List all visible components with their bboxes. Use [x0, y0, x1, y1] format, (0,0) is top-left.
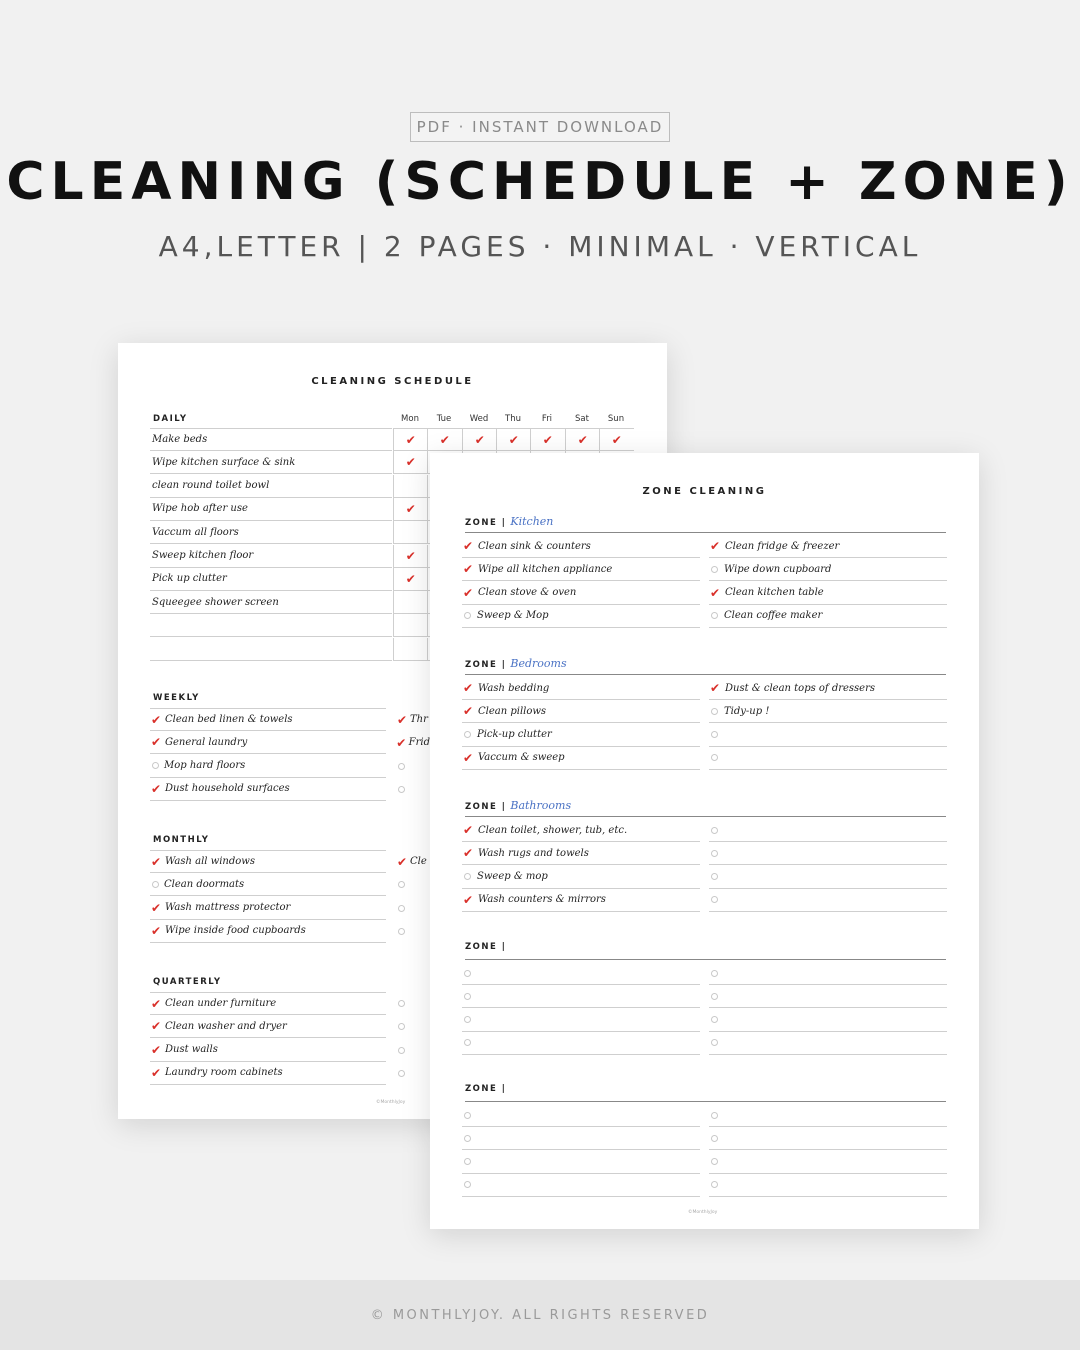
zone-task-row [709, 677, 947, 700]
zone-label: ZONE | [465, 518, 507, 528]
empty-checkbox-icon[interactable] [464, 1135, 471, 1142]
checkmark-icon[interactable]: ✔ [462, 750, 474, 765]
daily-row [150, 498, 392, 521]
daily-check-cell[interactable] [393, 498, 428, 521]
quarterly-item [150, 1015, 386, 1038]
zone-task-row [462, 677, 700, 700]
daily-check-cell[interactable] [530, 428, 565, 451]
daily-task: Make beds [152, 434, 208, 445]
quarterly-label: QUARTERLY [153, 977, 222, 987]
checkmark-icon[interactable]: ✔ [396, 712, 408, 727]
checkmark-icon[interactable]: ✔ [150, 781, 162, 796]
monthly-item [150, 920, 386, 943]
checkmark-icon: ✔ [508, 432, 519, 447]
empty-checkbox-icon[interactable] [398, 881, 405, 888]
empty-checkbox-icon[interactable] [464, 1181, 471, 1188]
empty-checkbox-icon[interactable] [711, 1181, 718, 1188]
empty-checkbox-icon[interactable] [711, 612, 718, 619]
monthly-item-right [396, 873, 430, 896]
zone-task: Clean fridge & freezer [725, 540, 840, 552]
checkmark-icon[interactable]: ✔ [462, 539, 474, 553]
checkmark-icon[interactable]: ✔ [150, 900, 162, 915]
weekly-item-right [396, 778, 430, 801]
day-header: Tue [436, 414, 452, 424]
zone-task-row [709, 582, 947, 605]
monthly-task: Clean doormats [164, 878, 245, 890]
schedule-title: CLEANING SCHEDULE [311, 376, 474, 387]
empty-checkbox-icon[interactable] [711, 1039, 718, 1046]
daily-task: Wipe hob after use [152, 503, 248, 515]
quarterly-item-right [396, 1039, 430, 1062]
zone-task-row [709, 1032, 947, 1055]
zone-task: Sweep & mop [477, 871, 548, 883]
day-header: Thu [505, 414, 521, 424]
checkmark-icon[interactable]: ✔ [462, 681, 474, 695]
quarterly-item [150, 1062, 386, 1085]
weekly-label: WEEKLY [153, 693, 200, 703]
checkmark-icon[interactable]: ✔ [396, 735, 407, 750]
zone-task-row [709, 700, 947, 723]
zone-task: Wash counters & mirrors [478, 894, 606, 906]
empty-checkbox-icon[interactable] [464, 1158, 471, 1165]
zone-task-row [462, 1127, 700, 1150]
empty-checkbox-icon[interactable] [711, 1112, 718, 1119]
daily-task: Squeegee shower screen [152, 596, 279, 608]
weekly-item [150, 708, 386, 731]
monthly-task: Wash all windows [165, 856, 255, 867]
quarterly-item-right [396, 1015, 430, 1038]
zone-name[interactable]: Bathrooms [510, 799, 572, 812]
empty-checkbox-icon[interactable] [398, 1023, 405, 1030]
empty-checkbox-icon[interactable] [711, 993, 718, 1000]
empty-checkbox-icon[interactable] [398, 905, 405, 912]
checkmark-icon[interactable]: ✔ [462, 892, 474, 907]
zone-label: ZONE | [465, 660, 507, 670]
zone-task-row [709, 1151, 947, 1174]
daily-check-cell[interactable] [393, 521, 428, 544]
zone-title: ZONE CLEANING [642, 486, 767, 497]
empty-checkbox-icon[interactable] [711, 754, 718, 761]
zone-name[interactable]: Bedrooms [510, 657, 567, 670]
weekly-task: Mop hard floors [164, 760, 246, 772]
daily-check-cell[interactable] [393, 568, 428, 591]
empty-checkbox-icon[interactable] [711, 731, 718, 738]
schedule-copyright: ©MonthlyJoy [376, 1100, 406, 1105]
daily-check-cell[interactable] [462, 428, 497, 451]
zone-task-row [709, 1104, 947, 1127]
zone-task-row [462, 1174, 700, 1197]
weekly-task: Dust household surfaces [165, 783, 290, 795]
empty-checkbox-icon[interactable] [152, 881, 159, 888]
weekly-item [150, 731, 386, 754]
weekly-item-right [396, 755, 430, 778]
product-subtitle: A4,LETTER | 2 PAGES · MINIMAL · VERTICAL [158, 230, 922, 263]
empty-checkbox-icon[interactable] [711, 850, 718, 857]
zone-task-row [462, 724, 700, 747]
zone-task-row [709, 747, 947, 770]
daily-task: Sweep kitchen floor [152, 550, 254, 561]
quarterly-task: Clean washer and dryer [165, 1020, 287, 1032]
checkmark-icon[interactable]: ✔ [462, 585, 474, 600]
empty-checkbox-icon[interactable] [711, 1016, 718, 1023]
zone-header [465, 1084, 946, 1102]
checkmark-icon[interactable]: ✔ [150, 1042, 162, 1057]
daily-row [150, 614, 392, 637]
checkmark-icon[interactable]: ✔ [462, 562, 474, 577]
zone-task: Clean toilet, shower, tub, etc. [478, 824, 628, 836]
empty-checkbox-icon[interactable] [711, 566, 718, 573]
checkmark-icon[interactable]: ✔ [150, 712, 162, 727]
zone-task-row [709, 558, 947, 581]
zone-copyright: ©MonthlyJoy [688, 1210, 718, 1215]
quarterly-item-right [396, 1062, 430, 1085]
zone-task-row [462, 605, 700, 628]
zone-label: ZONE | [465, 802, 507, 812]
empty-checkbox-icon[interactable] [464, 1112, 471, 1119]
monthly-item-right [396, 897, 430, 920]
monthly-task: Wipe inside food cupboards [165, 925, 306, 937]
daily-check-cell[interactable] [393, 428, 428, 451]
zone-task-row [462, 1104, 700, 1127]
zone-task: Clean stove & oven [478, 587, 577, 599]
empty-checkbox-icon[interactable] [398, 1047, 405, 1054]
daily-check-cell[interactable] [599, 428, 634, 451]
daily-check-cell[interactable] [496, 428, 531, 451]
monthly-item [150, 850, 386, 873]
empty-checkbox-icon[interactable] [711, 873, 718, 880]
zone-task-row [709, 724, 947, 747]
checkmark-icon[interactable]: ✔ [150, 1019, 162, 1034]
zone-task-row [709, 1174, 947, 1197]
zone-task: Clean sink & counters [478, 540, 591, 552]
daily-check-cell[interactable] [565, 428, 600, 451]
empty-checkbox-icon[interactable] [711, 827, 718, 834]
zone-task-row [709, 1127, 947, 1150]
zone-task-row [462, 819, 700, 842]
zone-task-row [462, 842, 700, 865]
empty-checkbox-icon[interactable] [398, 1000, 405, 1007]
checkmark-icon[interactable]: ✔ [462, 846, 474, 861]
zone-task-row [462, 962, 700, 985]
checkmark-icon[interactable]: ✔ [709, 585, 721, 600]
daily-check-cell[interactable] [393, 475, 428, 498]
zone-task: Clean coffee maker [724, 610, 823, 622]
checkmark-icon: ✔ [611, 432, 622, 447]
zone-task: Clean kitchen table [725, 587, 824, 599]
zone-task-row [462, 582, 700, 605]
checkmark-icon: ✔ [405, 455, 416, 470]
zone-task: Clean pillows [478, 705, 547, 717]
zone-task: Wash bedding [478, 682, 550, 694]
empty-checkbox-icon[interactable] [398, 928, 405, 935]
day-header: Sun [607, 414, 625, 424]
checkmark-icon[interactable]: ✔ [462, 704, 474, 719]
monthly-item [150, 897, 386, 920]
daily-check-cell[interactable] [393, 545, 428, 568]
zone-header [465, 515, 946, 533]
checkmark-icon: ✔ [405, 501, 416, 516]
zone-task-row [709, 889, 947, 912]
zone-label: ZONE | [465, 1084, 507, 1094]
empty-checkbox-icon[interactable] [398, 786, 405, 793]
empty-checkbox-icon[interactable] [464, 993, 471, 1000]
daily-row [150, 428, 392, 451]
checkmark-icon[interactable]: ✔ [709, 681, 721, 695]
zone-task-row [709, 535, 947, 558]
daily-row [150, 591, 392, 614]
empty-checkbox-icon[interactable] [711, 1158, 718, 1165]
daily-check-cell[interactable] [393, 451, 428, 474]
zone-task-row [709, 866, 947, 889]
checkmark-icon[interactable]: ✔ [396, 854, 408, 869]
checkmark-icon[interactable]: ✔ [709, 539, 721, 553]
daily-check-cell[interactable] [393, 614, 428, 637]
quarterly-task: Clean under furniture [165, 998, 277, 1009]
monthly-task: Wash mattress protector [165, 902, 291, 914]
zone-task-row [462, 1009, 700, 1032]
zone-task-row [709, 962, 947, 985]
product-title: CLEANING (SCHEDULE + ZONE) [6, 152, 1074, 212]
weekly-task-right: Frid [408, 737, 430, 749]
weekly-task: Clean bed linen & towels [165, 714, 293, 725]
daily-task: Pick up clutter [152, 573, 227, 585]
checkmark-icon[interactable]: ✔ [150, 923, 162, 938]
zone-task-row [709, 819, 947, 842]
empty-checkbox-icon[interactable] [398, 1070, 405, 1077]
checkmark-icon: ✔ [474, 432, 485, 447]
daily-task: Vaccum all floors [152, 526, 239, 538]
empty-checkbox-icon[interactable] [464, 612, 471, 619]
quarterly-item [150, 992, 386, 1015]
zone-label: ZONE | [465, 942, 507, 952]
checkmark-icon[interactable]: ✔ [150, 996, 162, 1011]
empty-checkbox-icon[interactable] [711, 1135, 718, 1142]
quarterly-task: Laundry room cabinets [165, 1067, 283, 1079]
empty-checkbox-icon[interactable] [711, 970, 718, 977]
zone-header [465, 799, 946, 817]
quarterly-task: Dust walls [165, 1044, 218, 1056]
daily-check-cell[interactable] [393, 591, 428, 614]
zone-task-row [709, 842, 947, 865]
zone-cleaning-page [430, 453, 979, 1229]
daily-task: Wipe kitchen surface & sink [152, 456, 296, 468]
zone-task: Pick-up clutter [477, 729, 552, 741]
day-header: Sat [575, 414, 589, 424]
checkmark-icon[interactable]: ✔ [150, 735, 162, 750]
monthly-task-right: Cle [410, 856, 427, 867]
zone-task-row [462, 747, 700, 770]
zone-task-row [709, 985, 947, 1008]
daily-row [150, 451, 392, 474]
zone-task-row [462, 1032, 700, 1055]
daily-row [150, 638, 392, 661]
zone-task-row [462, 985, 700, 1008]
zone-task-row [709, 1009, 947, 1032]
zone-task: Wipe all kitchen appliance [478, 563, 613, 575]
zone-header [465, 657, 946, 675]
empty-checkbox-icon[interactable] [464, 1039, 471, 1046]
daily-row [150, 521, 392, 544]
daily-check-cell[interactable] [427, 428, 462, 451]
empty-checkbox-icon[interactable] [464, 1016, 471, 1023]
zone-header [465, 942, 946, 960]
empty-checkbox-icon[interactable] [711, 896, 718, 903]
checkmark-icon: ✔ [439, 432, 450, 447]
monthly-item-right [396, 920, 430, 943]
zone-task-row [462, 889, 700, 912]
empty-checkbox-icon[interactable] [464, 873, 471, 880]
weekly-item [150, 778, 386, 801]
day-header: Fri [541, 414, 553, 424]
checkmark-icon[interactable]: ✔ [150, 1065, 162, 1080]
monthly-item-right [396, 850, 430, 873]
zone-task-row [462, 1151, 700, 1174]
weekly-task: General laundry [165, 736, 248, 748]
daily-label: DAILY [153, 414, 188, 424]
checkmark-icon[interactable]: ✔ [150, 854, 162, 869]
daily-task: clean round toilet bowl [152, 480, 270, 492]
format-badge: PDF · INSTANT DOWNLOAD [410, 112, 670, 142]
zone-task-row [709, 605, 947, 628]
zone-name[interactable]: Kitchen [510, 515, 554, 528]
monthly-item [150, 873, 386, 896]
monthly-label: MONTHLY [153, 835, 210, 845]
daily-check-cell[interactable] [393, 638, 428, 661]
zone-task: Wash rugs and towels [478, 847, 589, 859]
zone-task-row [462, 535, 700, 558]
daily-row [150, 545, 392, 568]
zone-task: Dust & clean tops of dressers [725, 682, 876, 694]
empty-checkbox-icon[interactable] [398, 763, 405, 770]
empty-checkbox-icon[interactable] [711, 708, 718, 715]
zone-task-row [462, 866, 700, 889]
zone-task-row [462, 700, 700, 723]
zone-task: Vaccum & sweep [478, 752, 565, 764]
checkmark-icon[interactable]: ✔ [462, 823, 474, 837]
day-header: Mon [401, 414, 419, 424]
checkmark-icon: ✔ [542, 432, 553, 447]
empty-checkbox-icon[interactable] [464, 970, 471, 977]
zone-task: Tidy-up ! [724, 705, 770, 717]
checkmark-icon: ✔ [405, 548, 416, 563]
empty-checkbox-icon[interactable] [464, 731, 471, 738]
quarterly-item [150, 1039, 386, 1062]
daily-row [150, 568, 392, 591]
weekly-item-right [396, 731, 430, 754]
checkmark-icon: ✔ [577, 432, 588, 447]
empty-checkbox-icon[interactable] [152, 762, 159, 769]
zone-task: Sweep & Mop [477, 610, 549, 622]
weekly-item [150, 755, 386, 778]
checkmark-icon: ✔ [405, 571, 416, 586]
daily-row [150, 475, 392, 498]
footer-copyright: © MONTHLYJOY. ALL RIGHTS RESERVED [0, 1280, 1080, 1350]
zone-task: Wipe down cupboard [724, 563, 832, 575]
weekly-item-right [396, 708, 430, 731]
checkmark-icon: ✔ [405, 432, 416, 447]
day-header: Wed [469, 414, 489, 424]
quarterly-item-right [396, 992, 430, 1015]
zone-task-row [462, 558, 700, 581]
weekly-task-right: Thr [410, 714, 428, 725]
